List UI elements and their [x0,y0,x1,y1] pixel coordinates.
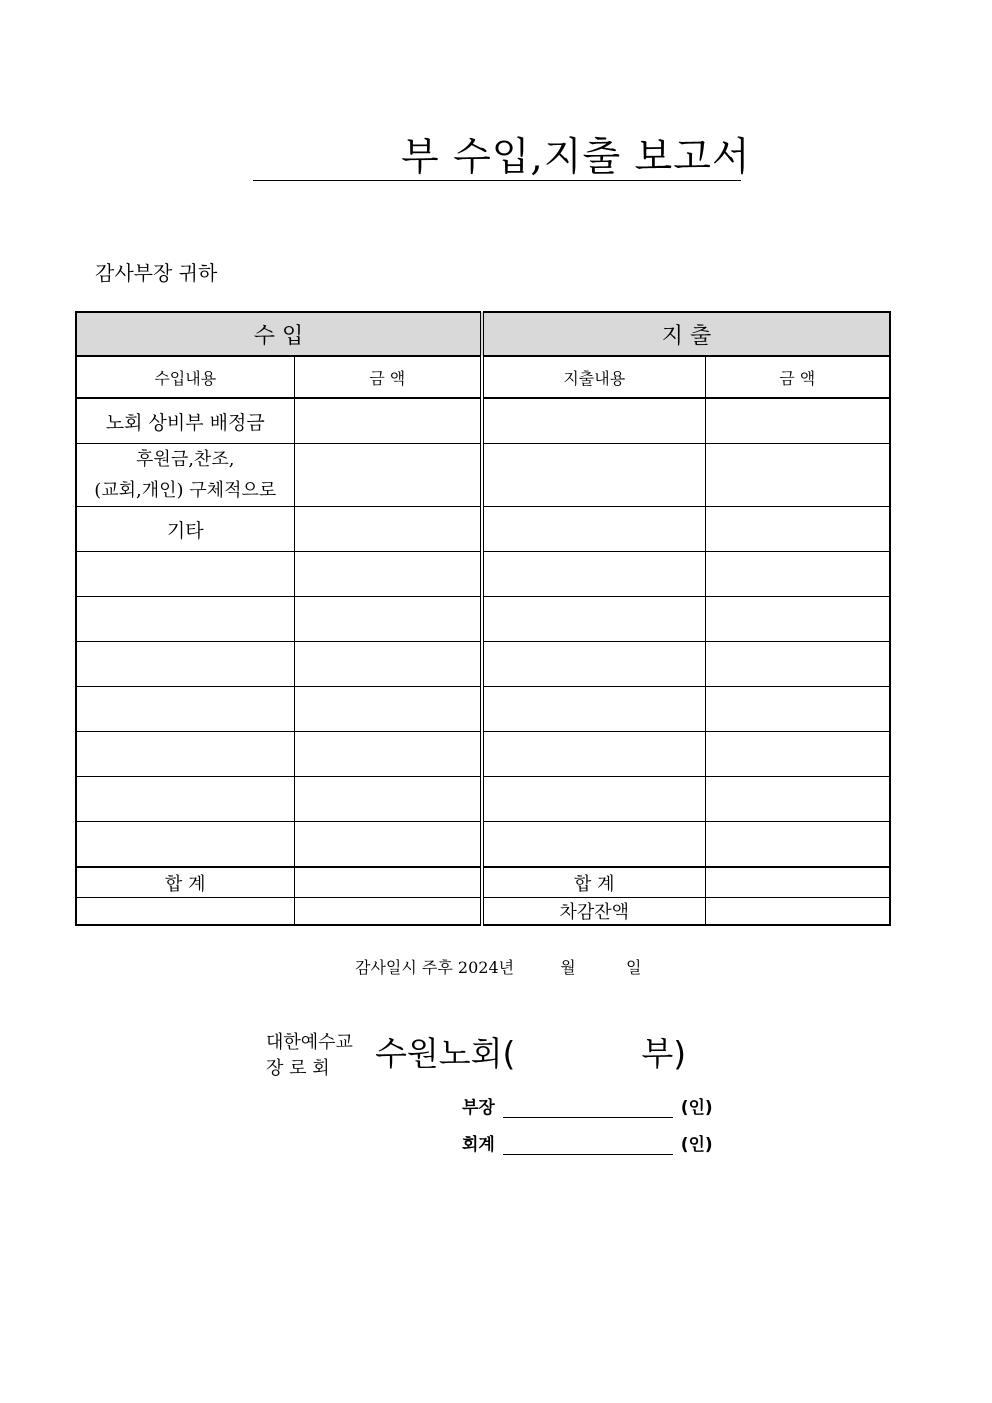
presbytery-name-text: 수원노회( [375,1034,516,1073]
income-amount-cell[interactable] [294,552,482,597]
audit-date-day: 일 [625,958,642,977]
expense-content-label: 지출내용 [482,356,705,398]
income-amount-cell[interactable] [294,398,482,444]
income-total-label: 합 계 [76,867,294,898]
income-amount-cell[interactable] [294,777,482,822]
expense-item-cell[interactable] [482,732,705,777]
expense-item-cell[interactable] [482,552,705,597]
accountant-signature-line[interactable] [503,1130,673,1155]
income-item [76,444,294,507]
income-expense-table [75,311,891,926]
expense-item-cell[interactable] [482,822,705,868]
expense-amount-cell[interactable] [705,507,890,552]
expense-header: 지 출 [482,312,890,356]
income-amount-cell[interactable] [294,444,482,507]
expense-item-cell[interactable] [482,777,705,822]
accountant-seal: (인) [680,1135,713,1155]
expense-amount-cell[interactable] [705,642,890,687]
expense-amount-cell[interactable] [705,732,890,777]
blank-cell[interactable] [294,898,482,926]
blank-cell[interactable] [76,898,294,926]
income-item: 기타 [76,507,294,552]
income-item-line: 후원금,찬조, [136,449,235,470]
income-item-cell[interactable] [76,552,294,597]
income-item-line: (교회,개인) 구체적으로 [94,480,277,501]
denomination-line1: 대한예수교 [266,1032,353,1053]
expense-amount-cell[interactable] [705,687,890,732]
head-label: 부장 [462,1098,495,1118]
denomination-line2: 장 로 회 [266,1058,330,1079]
audit-date [355,955,641,978]
presbytery-name [375,1032,686,1076]
expense-item-cell[interactable] [482,398,705,444]
income-total-cell[interactable] [294,867,482,898]
department-suffix: 부) [641,1034,687,1073]
income-amount-cell[interactable] [294,597,482,642]
income-amount-label: 금 액 [294,356,482,398]
report-title: 부 수입,지출 보고서 [401,135,751,180]
expense-item-cell[interactable] [482,444,705,507]
income-item-cell[interactable] [76,642,294,687]
expense-item-cell[interactable] [482,642,705,687]
income-amount-cell[interactable] [294,687,482,732]
income-amount-cell[interactable] [294,822,482,868]
income-item-cell[interactable] [76,777,294,822]
expense-amount-cell[interactable] [705,822,890,868]
income-amount-cell[interactable] [294,507,482,552]
expense-item-cell[interactable] [482,597,705,642]
balance-cell[interactable] [705,898,890,926]
head-signature-row [462,1093,713,1118]
expense-amount-cell[interactable] [705,777,890,822]
report-title-underline [253,135,751,181]
expense-amount-label: 금 액 [705,356,890,398]
denomination [266,1030,353,1082]
income-amount-cell[interactable] [294,732,482,777]
expense-total-label: 합 계 [482,867,705,898]
income-amount-cell[interactable] [294,642,482,687]
addressee: 감사부장 귀하 [95,261,218,285]
income-item-cell[interactable] [76,687,294,732]
head-signature-line[interactable] [503,1093,673,1118]
expense-item-cell[interactable] [482,507,705,552]
expense-amount-cell[interactable] [705,398,890,444]
audit-date-prefix: 감사일시 주후 2024년 [355,958,515,977]
income-item-cell[interactable] [76,822,294,868]
income-item-cell[interactable] [76,732,294,777]
expense-item-cell[interactable] [482,687,705,732]
accountant-label: 회계 [462,1135,495,1155]
expense-total-cell[interactable] [705,867,890,898]
income-item-cell[interactable] [76,597,294,642]
expense-amount-cell[interactable] [705,444,890,507]
accountant-signature-row [462,1130,713,1155]
expense-amount-cell[interactable] [705,597,890,642]
expense-amount-cell[interactable] [705,552,890,597]
balance-label: 차감잔액 [482,898,705,926]
audit-date-month: 월 [560,958,576,977]
income-item: 노회 상비부 배정금 [76,398,294,444]
income-header: 수 입 [76,312,482,356]
head-seal: (인) [680,1098,713,1118]
income-content-label: 수입내용 [76,356,294,398]
